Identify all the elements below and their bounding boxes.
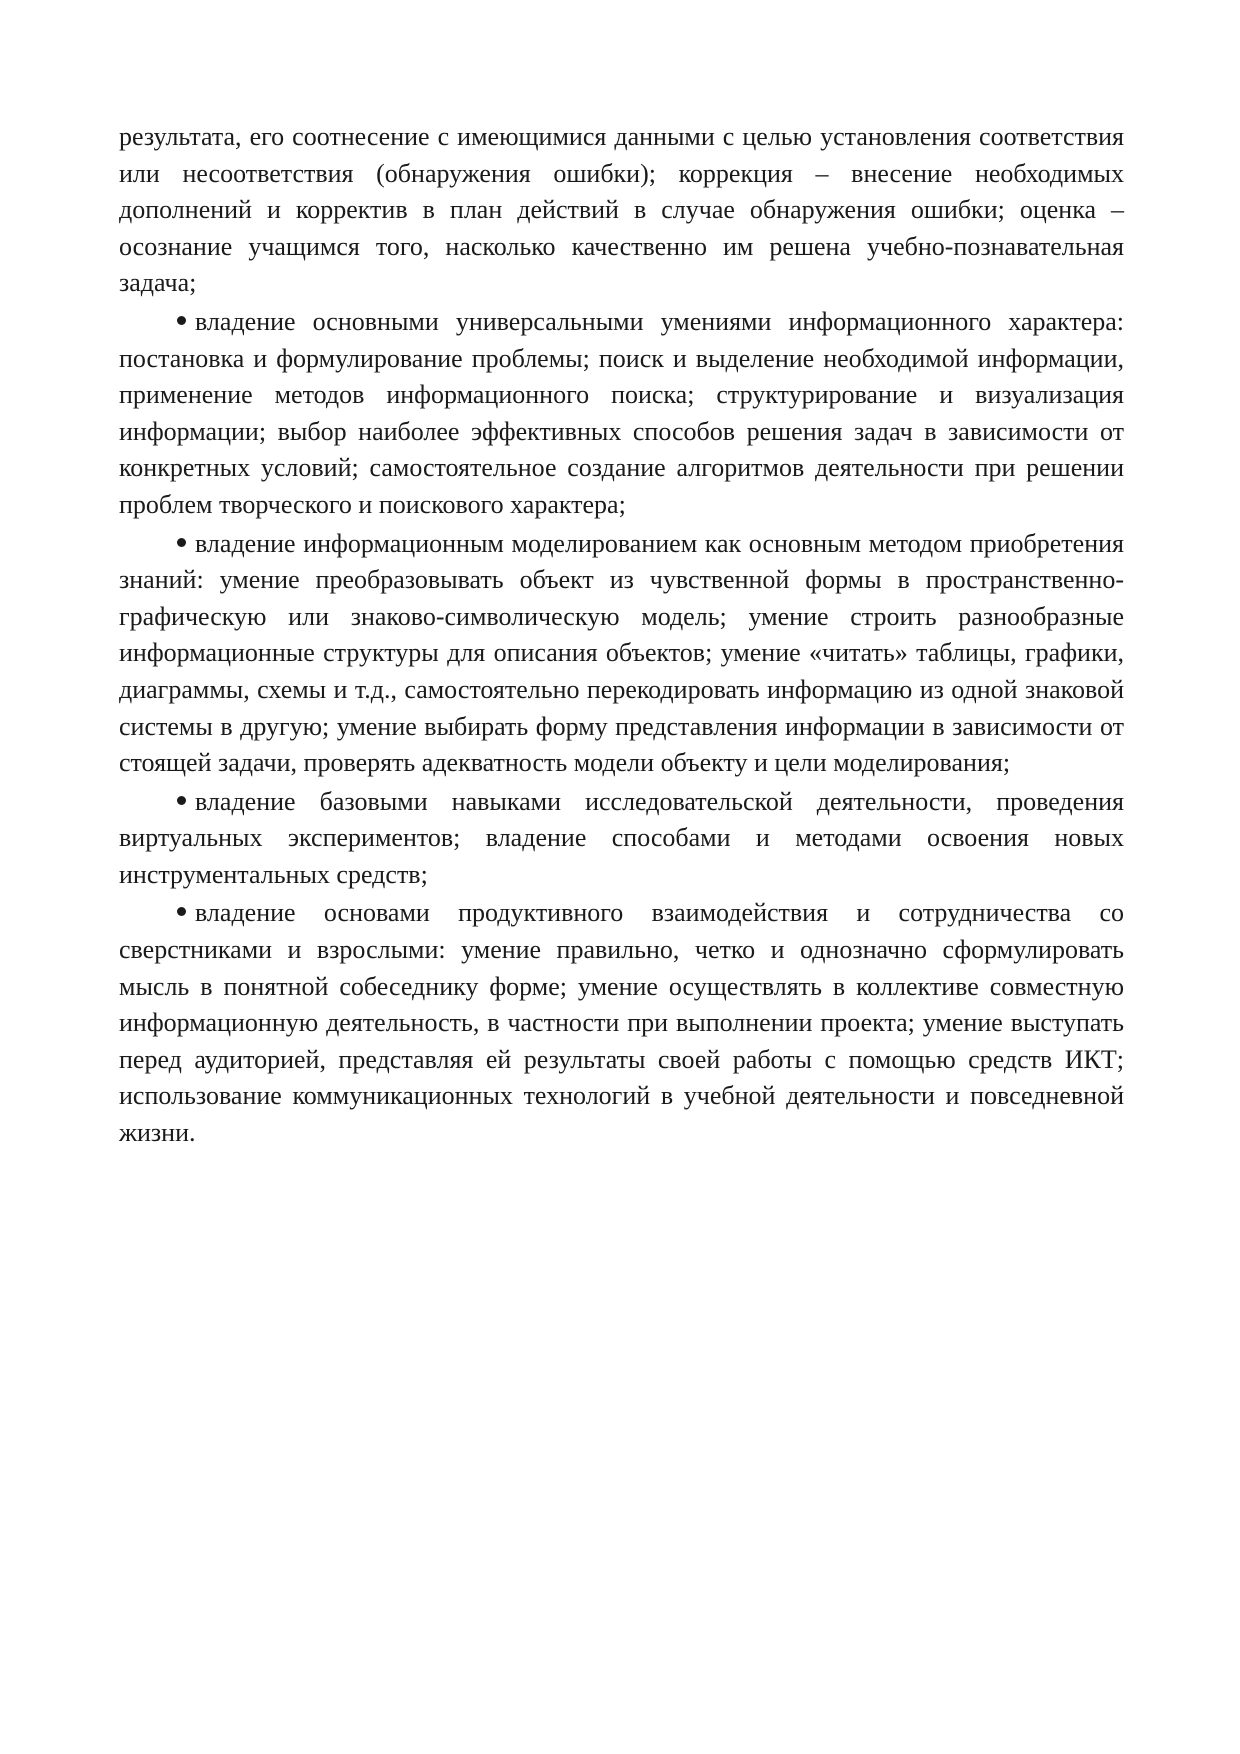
paragraph-text: владение основными универсальными умениями информационного характера: постановка и формулирование проблемы; поиск и выделение необходимой информации, применение методов информационного поиска; структурирование и визуализация информации; выбор наиболее эффективных способов решения задач в зависимости от конкретных условий; самостоятельное создание алгоритмов деятельности при решении проблем творческого и поискового характера;: [119, 306, 1124, 519]
bullet-item-cooperation: [119, 895, 1124, 1151]
bullet-item-information-skills: [119, 304, 1124, 524]
paragraph-text: владение информационным моделированием как основным методом приобретения знаний: умение преобразовывать объект из чувственной формы в пространственно-графическую или знаково-символическую модель; умение строить разнообразные информационные структуры для описания объектов; умение «читать» таблицы, графики, диаграммы, схемы и т.д., самостоятельно перекодировать информацию из одной знаковой системы в другую; умение выбирать форму представления информации в зависимости от стоящей задачи, проверять адекватность модели объекту и цели моделирования;: [119, 528, 1124, 778]
paragraph-text: результата, его соотнесение с имеющимися данными с целью установления соответствия или несоответствия (обнаружения ошибки); коррекция – внесение необходимых дополнений и корректив в план действий в случае обнаружения ошибки; оценка – осознание учащимся того, насколько качественно им решена учебно-познавательная задача;: [119, 122, 1124, 298]
bullet-item-information-modeling: [119, 526, 1124, 782]
bullet-item-research-skills: [119, 784, 1124, 894]
paragraph-text: владение базовыми навыками исследовательской деятельности, проведения виртуальных экспериментов; владение способами и методами освоения новых инструментальных средств;: [119, 786, 1124, 889]
paragraph-continuation: [119, 119, 1124, 302]
paragraph-text: владение основами продуктивного взаимодействия и сотрудничества со сверстниками и взрослыми: умение правильно, четко и однозначно сформулировать мысль в понятной собеседнику форме; умение осуществлять в коллективе совместную информационную деятельность, в частности при выполнении проекта; умение выступать перед аудиторией, представляя ей результаты своей работы с помощью средств ИКТ; использование коммуникационных технологий в учебной деятельности и повседневной жизни.: [119, 898, 1124, 1148]
document-page: [119, 119, 1124, 1154]
